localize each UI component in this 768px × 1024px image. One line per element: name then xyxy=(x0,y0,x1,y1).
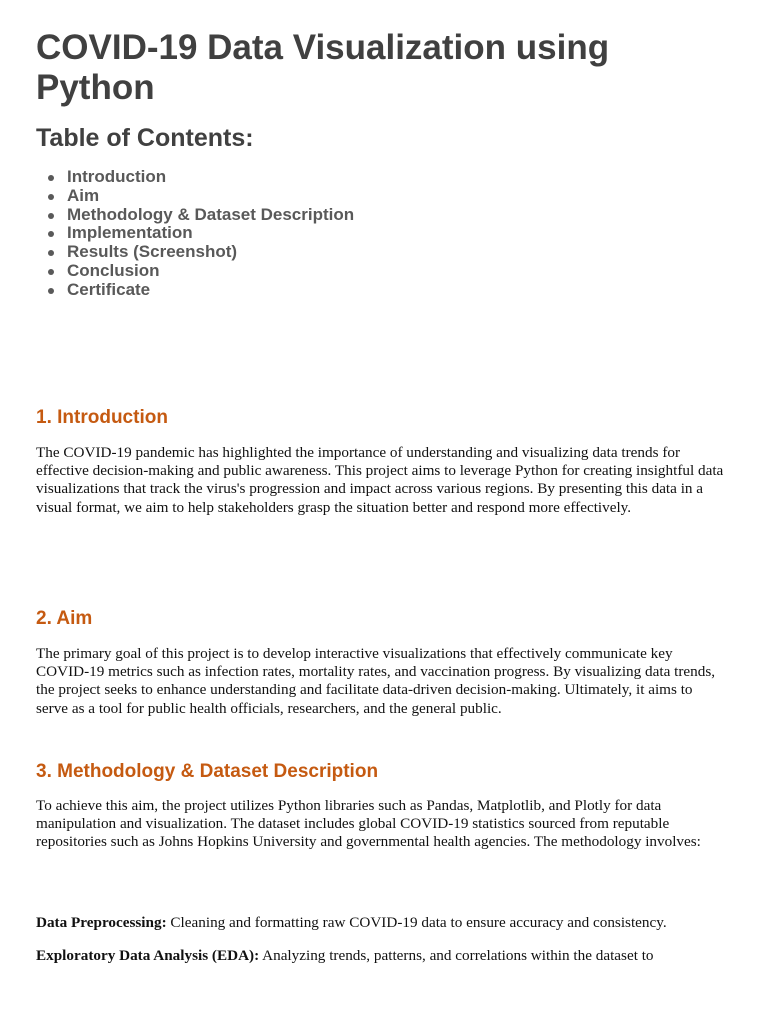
step-text: Analyzing trends, patterns, and correlations within the dataset to xyxy=(259,947,654,964)
step-label: Data Preprocessing: xyxy=(36,914,167,931)
toc-item-aim xyxy=(36,187,354,206)
toc-item-label: Introduction xyxy=(67,167,167,186)
toc-heading: Table of Contents: xyxy=(36,124,254,152)
page-title: COVID-19 Data Visualization using Python xyxy=(36,28,610,107)
toc-item-introduction xyxy=(36,168,354,187)
step-label: Exploratory Data Analysis (EDA): xyxy=(36,947,260,964)
introduction-paragraph: The COVID-19 pandemic has highlighted the importance of understanding and visualizing data trends for effective decision-making and public awareness. This project aims to leverage Python for creating insightful data visualizations that track the virus's progression and impact across various regions. By presenting this data in a visual format, we aim to help stakeholders grasp the situation better and respond more effectively. xyxy=(36,444,724,516)
methodology-step-preprocessing xyxy=(36,914,728,932)
toc-list xyxy=(36,168,354,300)
methodology-step-eda xyxy=(36,947,728,965)
methodology-heading: 3. Methodology & Dataset Description xyxy=(36,761,379,782)
toc-item-label: Implementation xyxy=(67,223,193,243)
toc-item-results xyxy=(36,243,354,262)
bullet-icon xyxy=(48,231,54,237)
bullet-icon xyxy=(48,250,54,256)
bullet-icon xyxy=(48,194,54,200)
bullet-icon xyxy=(48,288,54,294)
bullet-icon xyxy=(48,175,54,181)
step-text: Cleaning and formatting raw COVID-19 data to ensure accuracy and consistency. xyxy=(166,914,667,931)
methodology-paragraph: To achieve this aim, the project utilizes Python libraries such as Pandas, Matplotlib, and Plotly for data manipulation and visualization. The dataset includes global COVID-19 statistics sourced from reputable repositories such as Johns Hopkins University and governmental health agencies. The methodology involves: xyxy=(36,797,701,851)
toc-item-implementation xyxy=(36,224,354,243)
toc-item-conclusion xyxy=(36,262,354,281)
toc-item-label: Results (Screenshot) xyxy=(67,242,238,262)
bullet-icon xyxy=(48,269,54,275)
toc-item-certificate xyxy=(36,281,354,300)
toc-item-label: Methodology & Dataset Description xyxy=(67,204,355,224)
aim-paragraph: The primary goal of this project is to develop interactive visualizations that effectively communicate key COVID-19 metrics such as infection rates, mortality rates, and vaccination progress. By visualizing data trends, the project seeks to enhance understanding and facilitate data-driven decision-making. Ultimately, it aims to serve as a tool for public health officials, researchers, and the general public. xyxy=(36,645,716,717)
introduction-heading: 1. Introduction xyxy=(36,407,168,428)
aim-heading: 2. Aim xyxy=(36,608,93,629)
toc-item-methodology xyxy=(36,206,354,225)
toc-item-label: Aim xyxy=(67,185,100,205)
toc-item-label: Conclusion xyxy=(67,260,160,280)
toc-item-label: Certificate xyxy=(67,279,151,299)
bullet-icon xyxy=(48,213,54,219)
